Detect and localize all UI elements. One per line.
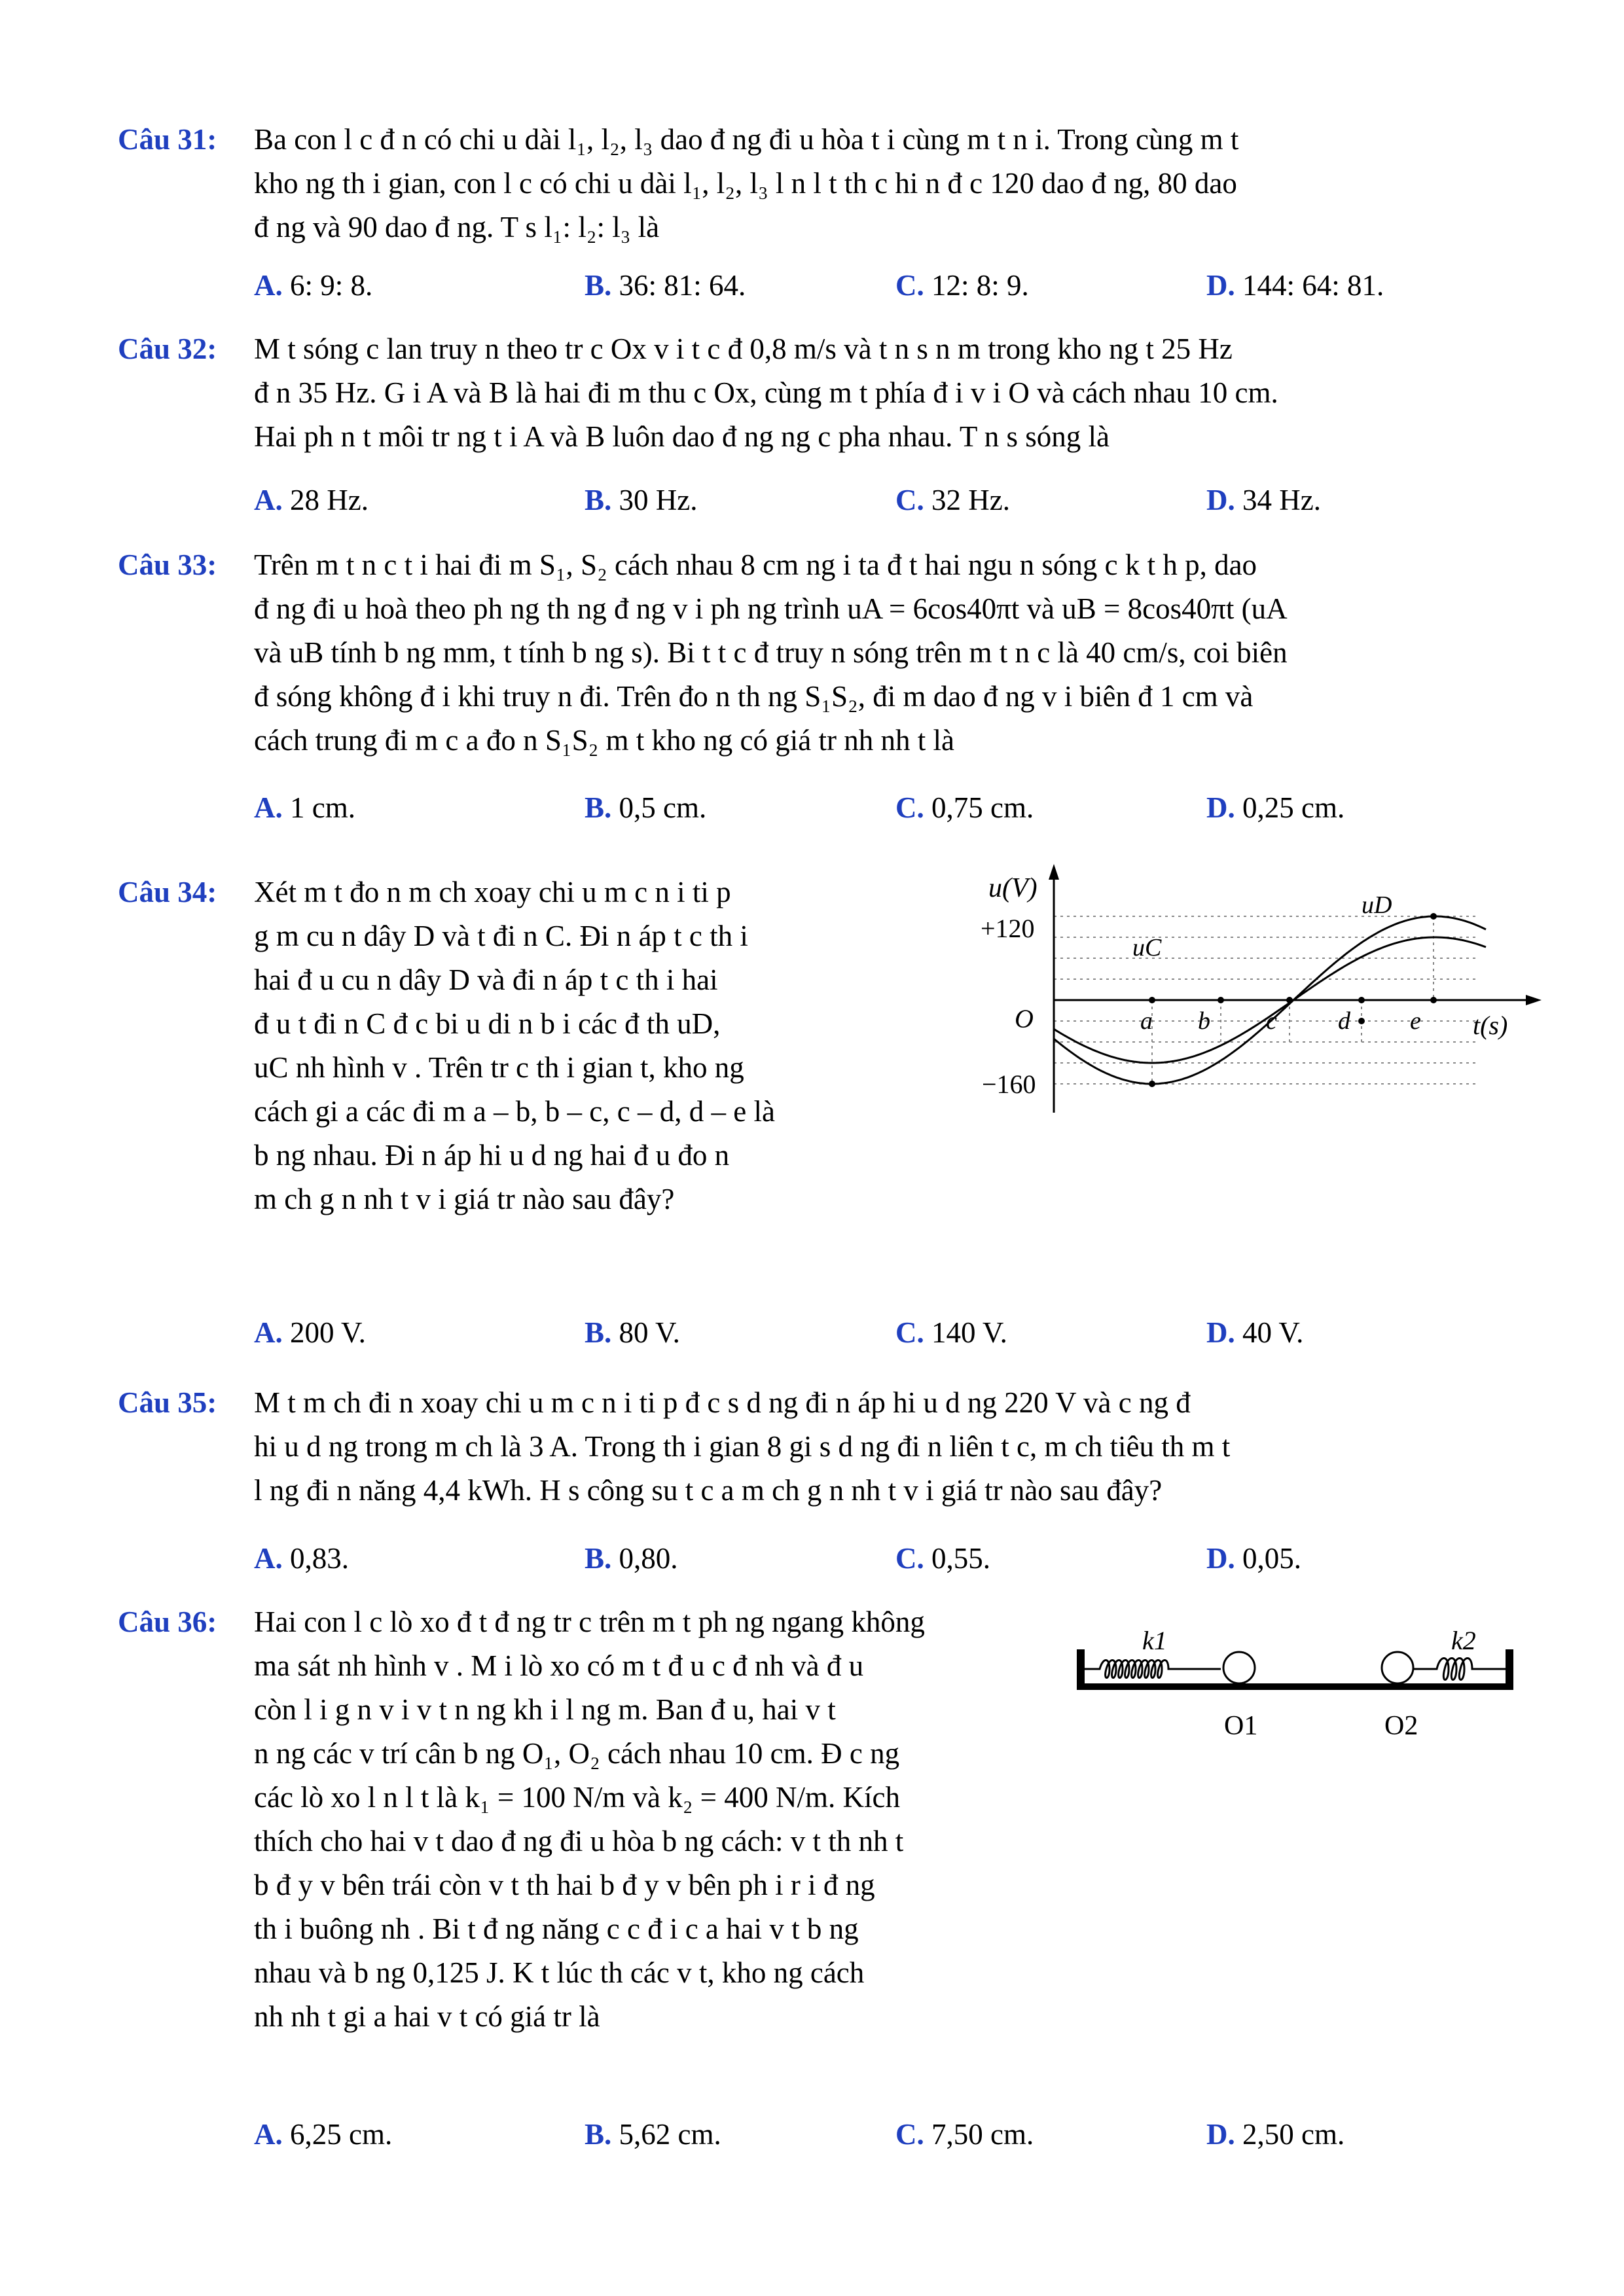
- question-line: thích cho hai v t dao đ ng đi u hòa b ng cách: v t th nh t: [254, 1825, 904, 1857]
- options-32: [254, 483, 1537, 522]
- curve-ud-label: uD: [1362, 891, 1392, 919]
- question-35: [118, 1381, 1525, 1513]
- option-a[interactable]: A. 0,83.: [254, 1542, 349, 1575]
- question-line: m ch g n nh t v i giá tr nào sau đây?: [254, 1183, 675, 1215]
- question-line: hai đ u cu n dây D và đi n áp t c th i hai: [254, 963, 718, 996]
- option-d[interactable]: D. 40 V.: [1206, 1316, 1304, 1349]
- option-c[interactable]: C. 32 Hz.: [895, 484, 1010, 516]
- question-number: Câu 31:: [118, 123, 217, 156]
- option-b[interactable]: B. 0,80.: [585, 1542, 678, 1575]
- question-line: Hai ph n t môi tr ng t i A và B luôn dao đ ng ng c pha nhau. T n s sóng là: [254, 420, 1110, 453]
- question-number: Câu 35:: [118, 1386, 217, 1419]
- option-b[interactable]: B. 80 V.: [585, 1316, 680, 1349]
- option-b[interactable]: B. 0,5 cm.: [585, 791, 707, 824]
- options-36: [254, 2117, 1537, 2157]
- question-text: [254, 543, 1525, 762]
- option-c[interactable]: C. 7,50 cm.: [895, 2118, 1034, 2151]
- question-line: cách gi a các đi m a – b, b – c, c – d, d – e là: [254, 1095, 775, 1128]
- origin-label: O: [1015, 1004, 1034, 1033]
- option-d[interactable]: D. 144: 64: 81.: [1206, 269, 1384, 302]
- question-line: các lò xo l n l t là k₁ = 100 N/m và k₂ = 400 N/m. Kích: [254, 1781, 900, 1814]
- question-line: M t sóng c lan truy n theo tr c Ox v i t c đ 0,8 m/s và t n s n m trong kho ng t 25 Hz: [254, 332, 1233, 365]
- question-33: [118, 543, 1525, 762]
- o2-label: O2: [1384, 1711, 1418, 1741]
- question-32: [118, 327, 1525, 459]
- question-line: uC nh hình v . Trên tr c th i gian t, kho ng: [254, 1051, 744, 1084]
- question-line: l ng đi n năng 4,4 kWh. H s công su t c a m ch g n nh t v i giá tr nào sau đây?: [254, 1474, 1163, 1507]
- question-line: đ ng đi u hoà theo ph ng th ng đ ng v i ph ng trình uA = 6cos40πt và uB = 8cos40πt (uA: [254, 592, 1288, 625]
- option-b[interactable]: B. 36: 81: 64.: [585, 269, 746, 302]
- option-d[interactable]: D. 0,25 cm.: [1206, 791, 1345, 824]
- option-d[interactable]: D. 2,50 cm.: [1206, 2118, 1345, 2151]
- question-31: [118, 118, 1525, 249]
- question-line: th i buông nh . Bi t đ ng năng c c đ i c a hai v t b ng: [254, 1912, 859, 1945]
- question-line: n ng các v trí cân b ng O₁, O₂ cách nhau 10 cm. Đ c ng: [254, 1737, 900, 1770]
- x-axis-arrow: [1526, 995, 1542, 1005]
- question-line: b đ y v bên trái còn v t th hai b đ y v bên ph i r i đ ng: [254, 1869, 875, 1901]
- option-a[interactable]: A. 28 Hz.: [254, 484, 369, 516]
- x-axis-label: t(s): [1473, 1011, 1508, 1040]
- option-b[interactable]: B. 5,62 cm.: [585, 2118, 721, 2151]
- mass-1: [1223, 1652, 1255, 1683]
- spring-k2: [1413, 1659, 1506, 1680]
- option-a[interactable]: A. 1 cm.: [254, 791, 355, 824]
- question-number: Câu 33:: [118, 548, 217, 581]
- question-line: nhau và b ng 0,125 J. K t lúc th các v t, kho ng cách: [254, 1956, 865, 1989]
- option-c[interactable]: C. 0,75 cm.: [895, 791, 1034, 824]
- y-axis-arrow: [1049, 864, 1059, 880]
- point-c-label: c: [1266, 1007, 1277, 1035]
- question-number: Câu 32:: [118, 332, 217, 365]
- question-line: và uB tính b ng mm, t tính b ng s). Bi t t c đ truy n sóng trên m t n c là 40 cm/s, coi biên: [254, 636, 1288, 669]
- question-line: Ba con l c đ n có chi u dài l₁, l₂, l₃ dao đ ng đi u hòa t i cùng m t n i. Trong cùng m t: [254, 123, 1239, 156]
- options-33: [254, 791, 1537, 830]
- question-line: Xét m t đo n m ch xoay chi u m c n i ti p: [254, 876, 731, 908]
- point-a-label: a: [1140, 1007, 1153, 1035]
- question-line: cách trung đi m c a đo n S₁S₂ m t kho ng có giá tr nh nh t là: [254, 724, 954, 757]
- option-a[interactable]: A. 200 V.: [254, 1316, 366, 1349]
- point-e-label: e: [1410, 1007, 1421, 1035]
- question-line: b ng nhau. Đi n áp hi u d ng hai đ u đo n: [254, 1139, 730, 1172]
- option-a[interactable]: A. 6: 9: 8.: [254, 269, 373, 302]
- y-axis-label: u(V): [988, 873, 1038, 903]
- question-line: nh nh t gi a hai v t có giá tr là: [254, 2000, 600, 2033]
- question-line: g m cu n dây D và t đi n C. Đi n áp t c th i: [254, 920, 748, 952]
- question-line: đ u t đi n C đ c bi u di n b i các đ th uD,: [254, 1007, 721, 1040]
- question-line: kho ng th i gian, con l c có chi u dài l₁, l₂, l₃ l n l t th c hi n đ c 120 dao đ ng, 80 dao: [254, 167, 1237, 200]
- option-d[interactable]: D. 0,05.: [1206, 1542, 1301, 1575]
- k1-label: k1: [1142, 1630, 1167, 1655]
- question-text: [254, 870, 903, 1221]
- question-36: [118, 1600, 1054, 2039]
- question-line: đ n 35 Hz. G i A và B là hai đi m thu c Ox, cùng m t phía đ i v i O và cách nhau 10 cm.: [254, 376, 1278, 409]
- question-text: [254, 1600, 1054, 2039]
- question-text: [254, 1381, 1525, 1513]
- question-line: đ ng và 90 dao đ ng. T s l₁: l₂: l₃ là: [254, 211, 660, 243]
- y-tick-bottom: −160: [982, 1069, 1036, 1099]
- options-35: [254, 1541, 1537, 1581]
- question-line: đ sóng không đ i khi truy n đi. Trên đo n th ng S₁S₂, đi m dao đ ng v i biên đ 1 cm và: [254, 680, 1254, 713]
- option-d[interactable]: D. 34 Hz.: [1206, 484, 1321, 516]
- y-tick-top: +120: [981, 914, 1035, 943]
- option-c[interactable]: C. 0,55.: [895, 1542, 990, 1575]
- floor: [1077, 1683, 1513, 1690]
- option-c[interactable]: C. 140 V.: [895, 1316, 1007, 1349]
- point-d-label: d: [1338, 1007, 1350, 1035]
- question-34: [118, 870, 903, 1221]
- k2-label: k2: [1451, 1630, 1476, 1655]
- option-a[interactable]: A. 6,25 cm.: [254, 2118, 393, 2151]
- question-text: [254, 118, 1525, 249]
- spring-k1: [1085, 1660, 1221, 1678]
- question-line: Hai con l c lò xo đ t đ ng tr c trên m t ph ng ngang không: [254, 1605, 925, 1638]
- o1-label: O1: [1224, 1711, 1258, 1741]
- voltage-time-graph: [969, 857, 1545, 1145]
- spring-pendulum-figure: [1070, 1630, 1528, 1767]
- question-number: Câu 34:: [118, 876, 217, 908]
- question-line: còn l i g n v i v t n ng kh i l ng m. Ban đ u, hai v t: [254, 1693, 836, 1726]
- question-line: hi u d ng trong m ch là 3 A. Trong th i gian 8 gi s d ng đi n liên t c, m ch tiêu th m t: [254, 1430, 1231, 1463]
- question-number: Câu 36:: [118, 1605, 217, 1638]
- option-b[interactable]: B. 30 Hz.: [585, 484, 698, 516]
- mass-2: [1382, 1652, 1413, 1683]
- options-31: [254, 268, 1537, 308]
- question-text: [254, 327, 1525, 459]
- option-c[interactable]: C. 12: 8: 9.: [895, 269, 1029, 302]
- right-wall: [1506, 1649, 1513, 1689]
- left-wall: [1077, 1649, 1085, 1689]
- question-line: ma sát nh hình v . M i lò xo có m t đ u c đ nh và đ u: [254, 1649, 864, 1682]
- question-line: M t m ch đi n xoay chi u m c n i ti p đ c s d ng đi n áp hi u d ng 220 V và c ng đ: [254, 1386, 1191, 1419]
- curve-uc-label: uC: [1132, 934, 1162, 961]
- question-line: Trên m t n c t i hai đi m S₁, S₂ cách nhau 8 cm ng i ta đ t hai ngu n sóng c k t h p, dao: [254, 548, 1257, 581]
- point-b-label: b: [1198, 1007, 1210, 1035]
- options-34: [254, 1316, 1537, 1355]
